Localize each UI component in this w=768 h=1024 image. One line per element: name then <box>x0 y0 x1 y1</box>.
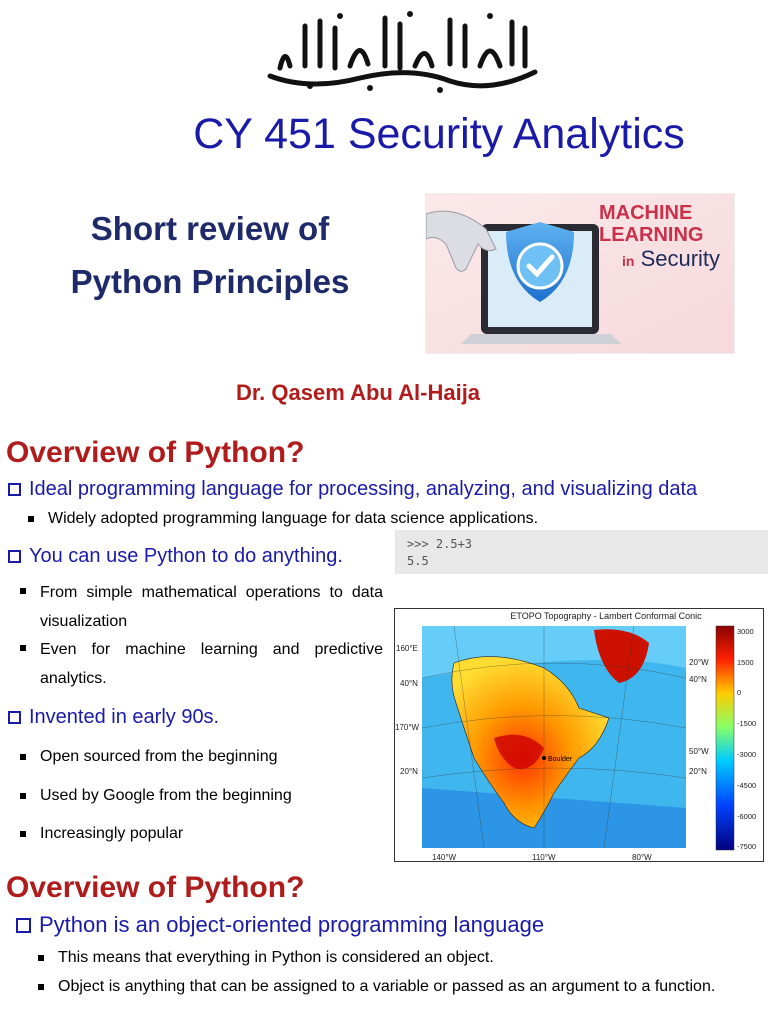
map-city-label: Boulder <box>548 756 573 763</box>
question-item-4 <box>14 912 544 938</box>
checkbox-bullet-icon <box>16 918 31 933</box>
question-item-3 <box>6 706 219 729</box>
map-colorbar <box>716 626 734 850</box>
banner-text-learning: LEARNING <box>599 224 704 246</box>
square-bullet-icon <box>20 793 26 799</box>
ml-security-banner <box>425 193 735 354</box>
banner-text-in: in <box>622 253 635 269</box>
author-name: Dr. Qasem Abu Al-Haija <box>235 380 481 405</box>
colorbar-tick: -1500 <box>737 719 757 728</box>
bullet-item <box>20 635 383 693</box>
colorbar-tick: -4500 <box>737 781 757 790</box>
console-output: 5.5 <box>407 554 429 568</box>
bullet-text: Even for machine learning and predictive analytics. <box>40 641 383 687</box>
colorbar-tick: -6000 <box>737 812 757 821</box>
subtitle-line-2: Python Principles <box>70 263 350 300</box>
subtitle-line-1: Short review of <box>90 210 330 247</box>
question-item-1 <box>6 478 697 501</box>
bullet-text: From simple mathematical operations to data visualization <box>40 584 383 630</box>
map-right-label: 50°W <box>689 747 709 756</box>
section-heading-2: Overview of Python? <box>6 871 305 904</box>
banner-text-security <box>622 246 720 274</box>
square-bullet-icon <box>28 516 34 522</box>
map-left-label: 160°E <box>396 644 418 653</box>
bullet-item <box>20 787 292 805</box>
bullet-item <box>28 510 538 528</box>
etopo-topography-map <box>394 608 764 862</box>
square-bullet-icon <box>20 754 26 760</box>
colorbar-tick: 1500 <box>737 658 754 667</box>
course-title: CY 451 Security Analytics <box>193 110 685 158</box>
colorbar-tick: -3000 <box>737 750 757 759</box>
bullet-item <box>20 748 277 766</box>
bullet-item <box>20 578 383 636</box>
python-console-snippet <box>395 530 768 574</box>
question-text: Invented in early 90s. <box>29 706 220 728</box>
bullet-text: This means that everything in Python is considered an object. <box>58 949 494 966</box>
map-right-label: 20°W <box>689 658 709 667</box>
section-heading-1: Overview of Python? <box>6 436 305 469</box>
map-title: ETOPO Topography - Lambert Conformal Conic <box>510 611 702 621</box>
console-input: >>> 2.5+3 <box>407 537 473 551</box>
basmala-calligraphy <box>250 6 550 96</box>
bullet-text: Used by Google from the beginning <box>40 787 292 804</box>
checkbox-bullet-icon <box>8 711 21 724</box>
question-item-2 <box>6 545 343 568</box>
map-bottom-label: 110°W <box>532 853 556 862</box>
square-bullet-icon <box>20 831 26 837</box>
map-right-label: 20°N <box>689 767 707 776</box>
square-bullet-icon <box>38 984 44 990</box>
map-bottom-label: 80°W <box>632 853 652 862</box>
bullet-text: Object is anything that can be assigned to a variable or passed as an argument to a function. <box>58 978 716 995</box>
question-text: You can use Python to do anything. <box>29 545 343 567</box>
question-text: Python is an object-oriented programming language <box>39 912 545 937</box>
question-text: Ideal programming language for processing, analyzing, and visualizing data <box>29 478 698 500</box>
bullet-text: Open sourced from the beginning <box>40 748 278 765</box>
checkbox-bullet-icon <box>8 483 21 496</box>
bullet-text: Widely adopted programming language for data science applications. <box>48 510 539 527</box>
square-bullet-icon <box>20 588 26 594</box>
map-figure <box>394 608 764 862</box>
colorbar-tick: 3000 <box>737 627 754 636</box>
map-bottom-label: 140°W <box>432 853 457 862</box>
square-bullet-icon <box>38 955 44 961</box>
checkbox-bullet-icon <box>8 550 21 563</box>
bullet-item <box>20 825 183 843</box>
map-left-label: 40°N <box>400 679 418 688</box>
map-right-label: 40°N <box>689 675 707 684</box>
bullet-item <box>38 978 715 996</box>
colorbar-tick: 0 <box>737 688 742 697</box>
map-left-label: 170°W <box>395 723 420 732</box>
banner-text-machine: MACHINE <box>599 202 693 224</box>
presentation-subtitle <box>30 202 390 308</box>
square-bullet-icon <box>20 645 26 651</box>
bullet-item <box>38 949 494 967</box>
colorbar-tick: -7500 <box>737 842 757 851</box>
map-left-label: 20°N <box>400 767 418 776</box>
banner-text-security-word: Security <box>640 246 721 271</box>
bullet-text: Increasingly popular <box>40 825 184 842</box>
